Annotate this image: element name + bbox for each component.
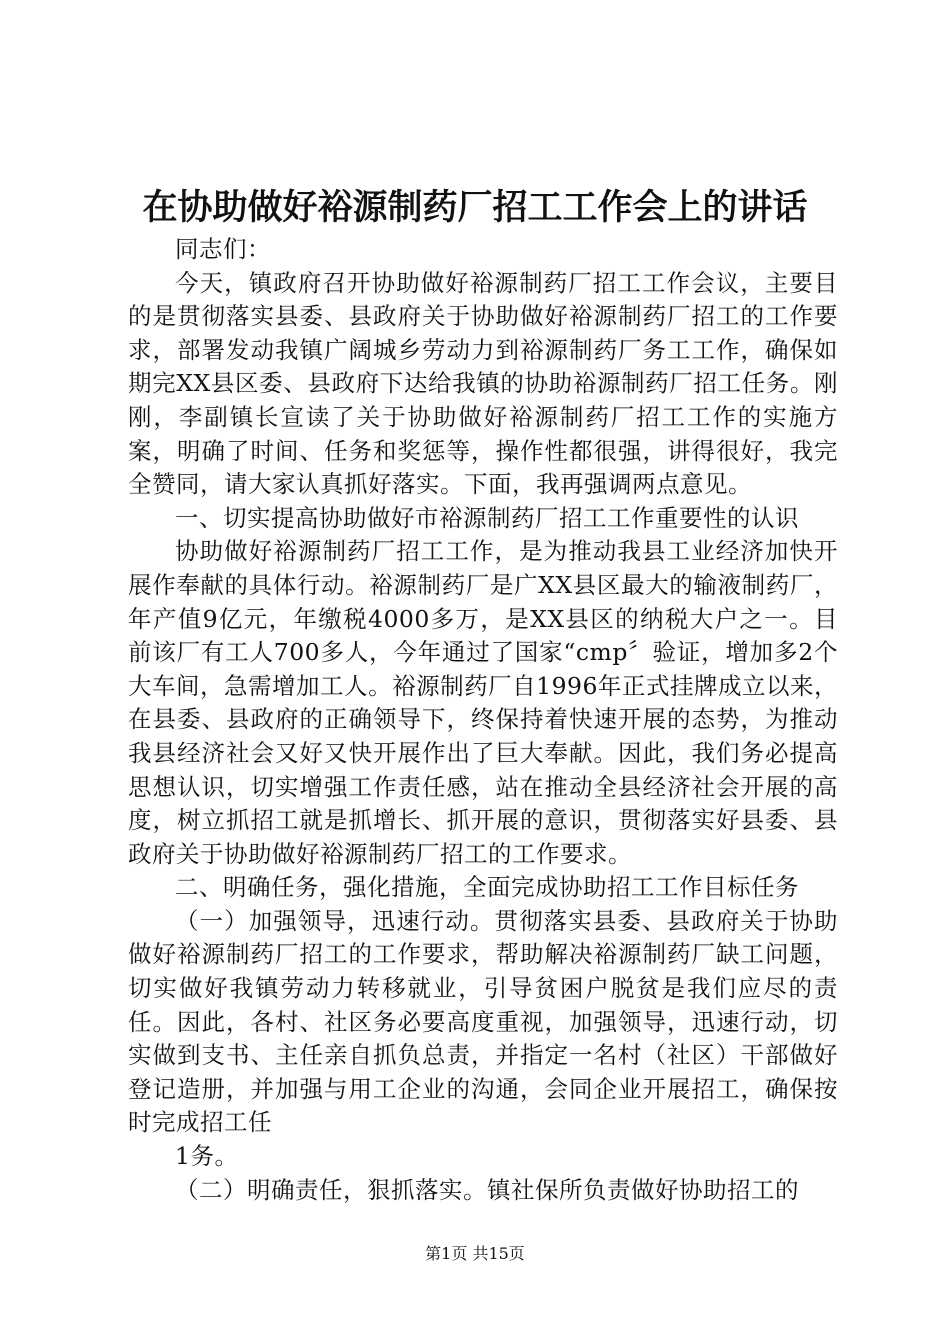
paragraph-intro: 今天，镇政府召开协助做好裕源制药厂招工工作会议，主要目的是贯彻落实县委、县政府关于协助做好裕源制药厂招工的工作要求，部署发动我镇广阔城乡劳动力到裕源制药厂务工工作，确保如期完XX县区委、县政府下达给我镇的协助裕源制药厂招工任务。刚刚，李副镇长宣读了关于协助做好裕源制药厂招工工作的实施方案，明确了时间、任务和奖惩等，操作性都很强，讲得很好，我完全赞同，请大家认真抓好落实。下面，我再强调两点意见。 <box>128 268 838 499</box>
paragraph-page-break-fragment: 1务。 <box>175 1142 239 1171</box>
document-title: 在协助做好裕源制药厂招工工作会上的讲话 <box>142 187 808 228</box>
section-heading-one: 一、切实提高协助做好市裕源制药厂招工工作重要性的认识 <box>175 503 799 532</box>
document-body <box>128 233 838 1207</box>
salutation: 同志们： <box>175 235 271 263</box>
paragraph-subsection-one: （一）加强领导，迅速行动。贯彻落实县委、县政府关于协助做好裕源制药厂招工的工作要求，帮助解决裕源制药厂缺工问题，切实做好我镇劳动力转移就业，引导贫困户脱贫是我们应尽的责任。因此，各村、社区务必要高度重视，加强领导，迅速行动，切实做到支书、主任亲自抓负总责，并指定一名村（社区）干部做好登记造册，并加强与用工企业的沟通，会同企业开展招工，确保按时完成招工任 <box>128 906 838 1137</box>
page-footer: 第1页 共15页 <box>425 1244 525 1263</box>
paragraph-section-one: 协助做好裕源制药厂招工工作，是为推动我县工业经济加快开展作奉献的具体行动。裕源制药厂是广XX县区最大的输液制药厂，年产值9亿元，年缴税4000多万，是XX县区的纳税大户之一。目前该厂有工人700多人，今年通过了国家“cmp〞验证，增加多2个大车间，急需增加工人。裕源制药厂自1996年正式挂牌成立以来，在县委、县政府的正确领导下，终保持着快速开展的态势，为推动我县经济社会又好又快开展作出了巨大奉献。因此，我们务必提高思想认识，切实增强工作责任感，站在推动全县经济社会开展的高度，树立抓招工就是抓增长、抓开展的意识，贯彻落实好县委、县政府关于协助做好裕源制药厂招工的工作要求。 <box>128 537 838 868</box>
paragraph-subsection-two: （二）明确责任，狠抓落实。镇社保所负责做好协助招工的 <box>175 1175 799 1204</box>
section-heading-two: 二、明确任务，强化措施，全面完成协助招工工作目标任务 <box>175 873 799 902</box>
